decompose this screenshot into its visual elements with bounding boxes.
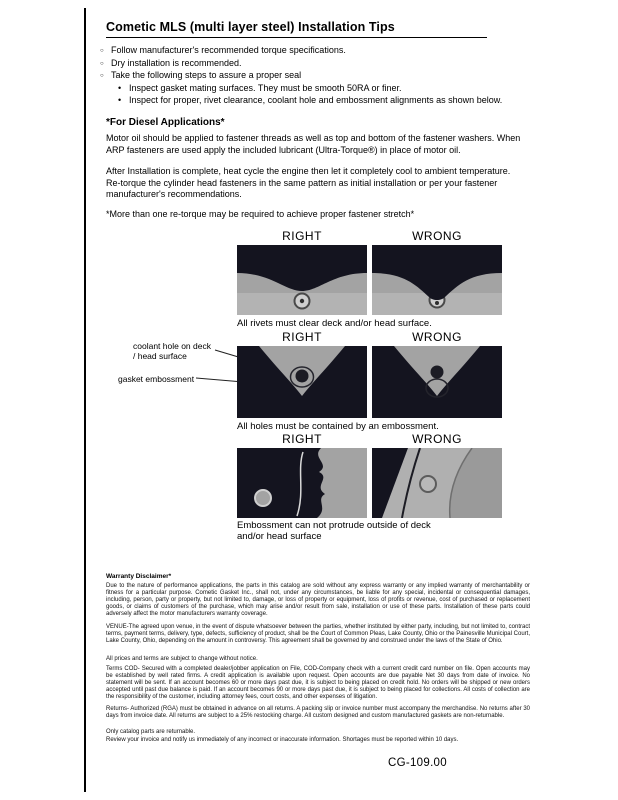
diesel-paragraph-1: Motor oil should be applied to fastener threads as well as top and bottom of the fastener washers. When ARP fasteners are used apply the included lubricant (Ultra-Torque®) in place of motor oil. [106, 133, 521, 155]
embossment-containment-wrong-diagram [372, 346, 502, 418]
filled-bullet-icon [118, 94, 127, 106]
page-title: Cometic MLS (multi layer steel) Installation Tips [106, 20, 487, 38]
tip-text: Follow manufacturer's recommended torque specifications. [111, 45, 346, 55]
list-item [100, 69, 530, 81]
right-header: RIGHT [282, 432, 322, 446]
wrong-header: WRONG [412, 432, 462, 446]
embossment-protrusion-wrong-diagram [372, 448, 502, 518]
rivet-clearance-right-diagram [237, 245, 367, 315]
warranty-paragraph: All prices and terms are subject to change without notice. [106, 656, 258, 662]
warranty-paragraph: Due to the nature of performance applications, the parts in this catalog are sold without any express warranty or any implied warranty of merchantability or fitness for a particular purpose. Cometic Gasket Inc., shall not, under any circumstances, be liable for any special, incidental or consequential damages, including, person, party or property, but not limited to, damage, or loss of property or equipment, loss of profits or revenue, cost of purchased or replacement goods, or claims of customers of the purchase, which may arise and/or result from sale, installation or use of these parts. Installation of these parts could adversely affect the motor manufacturers warranty coverage. [106, 583, 530, 617]
tip-text: Inspect for proper, rivet clearance, coolant hole and embossment alignments as shown below. [129, 95, 503, 105]
warranty-heading: Warranty Disclaimer* [106, 573, 172, 580]
row1-caption: All rivets must clear deck and/or head surface. [237, 318, 432, 329]
list-item [118, 82, 530, 94]
left-margin-rule [84, 8, 86, 792]
gasket-embossment-label: gasket embossment [118, 374, 195, 384]
diesel-paragraph-2: After Installation is complete, heat cycle the engine then let it completely cool to ambient temperature. Re-torque the cylinder head fasteners in the same pattern as initial installation or per your fastener manufacturer's recommendations. [106, 166, 511, 199]
wrong-header: WRONG [412, 330, 462, 344]
wrong-header: WRONG [412, 229, 462, 243]
warranty-paragraph: Only catalog parts are returnable. [106, 729, 196, 735]
coolant-hole-label: coolant hole on deck / head surface [133, 341, 211, 361]
diesel-applications-heading: *For Diesel Applications* [106, 117, 225, 128]
tips-list [100, 44, 530, 107]
list-item [118, 94, 530, 106]
tip-text: Inspect gasket mating surfaces. They must be smooth 50RA or finer. [129, 82, 402, 93]
warranty-paragraph: Returns- Authorized (RGA) must be obtained in advance on all returns. A packing slip or invoice number must accompany the merchandise. No returns after 30 days from invoice date. All returns are subject to a 25% restocking charge. All custom designed and custom manufactured gaskets are non-returnable. [106, 706, 530, 719]
list-item [100, 44, 530, 56]
diesel-paragraph-3: *More than one re-torque may be required to achieve proper fastener stretch* [106, 209, 415, 219]
list-item [100, 57, 530, 69]
rivet-clearance-wrong-diagram [372, 245, 502, 315]
right-header: RIGHT [282, 330, 322, 344]
page-code: CG-109.00 [388, 757, 447, 769]
filled-bullet-icon [118, 82, 127, 94]
warranty-paragraph: VENUE-The agreed upon venue, in the event of dispute whatsoever between the parties, whether instituted by either party, including, but not limited to, contract terms, payment terms, delivery, type, defects, sufficiency of product, shall be the Court of Common Pleas, Lake County, Ohio or the Painesville Municipal Court, Lake County, Ohio, depending on the amount in controversy. This agreement shall be governed by and construed under the laws of the State of Ohio. [106, 624, 530, 644]
warranty-paragraph: Terms COD- Secured with a completed dealer/jobber application on File, COD-Company check with a current credit card number on file. Open accounts may be established by well rated firms. A credit application is available upon request. Open accounts are due payable Net 30 days from date of invoice. No statement will be sent. If an account becomes 60 or more days past due, it is subject to being placed on credit hold. No orders will be shipped or new orders accepted until past due balance is paid. If an account becomes 90 or more days past due, it is subject to being placed for collections. All costs of collection are the responsibility of the customer, including attorney fees, court costs, and other expenses of litigation. [106, 666, 530, 700]
tip-text: Dry installation is recommended. [111, 57, 242, 68]
embossment-containment-right-diagram [237, 346, 367, 418]
row3-caption: Embossment can not protrude outside of deck and/or head surface [237, 520, 431, 542]
tip-text: Take the following steps to assure a proper seal [111, 70, 302, 80]
row2-caption: All holes must be contained by an embossment. [237, 421, 439, 432]
warranty-paragraph: Review your invoice and notify us immediately of any incorrect or inaccurate information. Shortages must be reported within 10 days. [106, 737, 459, 743]
embossment-protrusion-right-diagram [237, 448, 367, 518]
open-bullet-icon [100, 69, 109, 83]
right-header: RIGHT [282, 229, 322, 243]
